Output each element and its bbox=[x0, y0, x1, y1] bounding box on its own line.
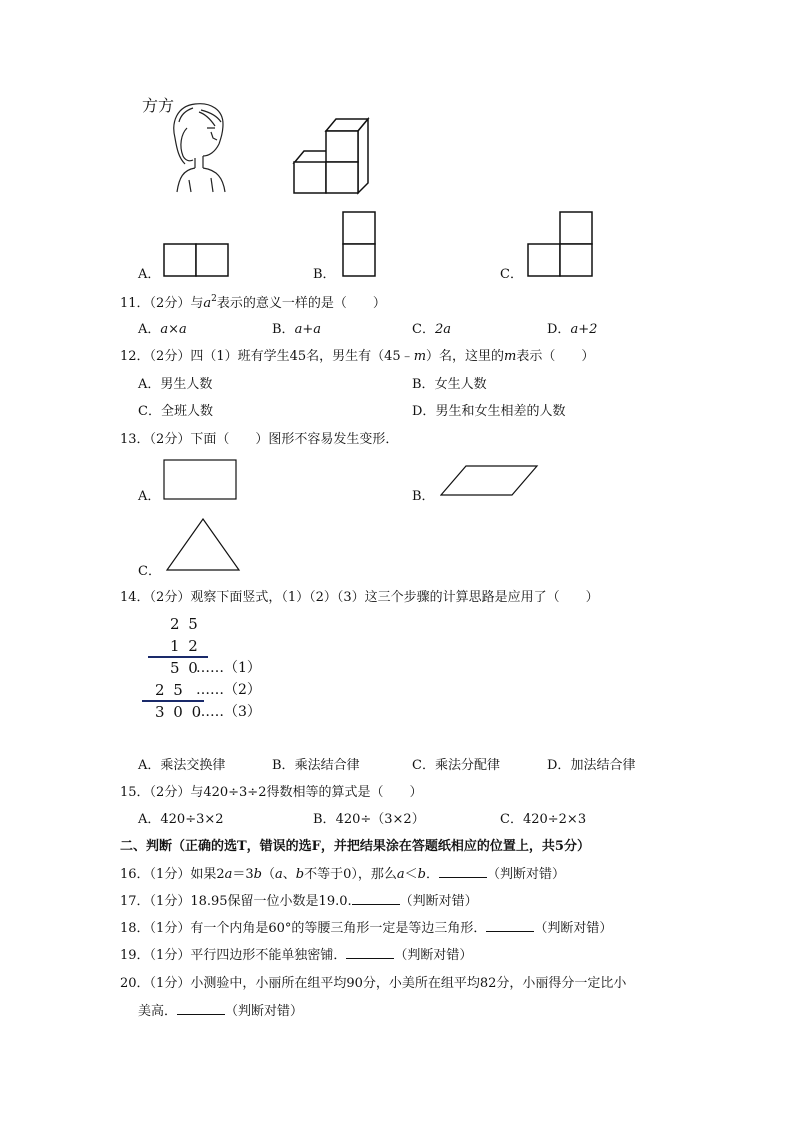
calc-result: 3 0 0 bbox=[155, 703, 204, 721]
q14-option-d: D．加法结合律 bbox=[547, 758, 636, 773]
q12-option-c: C．全班人数 bbox=[138, 404, 213, 419]
view-option-b-label: B． bbox=[313, 267, 336, 282]
section-2-title: 二、判断（正确的选T，错误的选F，并把结果涂在答题纸相应的位置上，共5分） bbox=[120, 839, 590, 854]
q15-option-b: B．420÷（3×2） bbox=[313, 812, 425, 827]
q14-option-c: C．乘法分配律 bbox=[412, 758, 500, 773]
question-13: 13．（2分）下面（ ）图形不容易发生变形． bbox=[120, 432, 399, 447]
question-19: 19．（1分）平行四边形不能单独密铺． （判断对错） bbox=[120, 948, 473, 963]
question-14: 14．（2分）观察下面竖式，（1）（2）（3）这三个步骤的计算思路是应用了（ ） bbox=[120, 590, 599, 605]
rectangle-shape bbox=[163, 459, 239, 501]
question-16: 16．（1分）如果2a＝3b（a、b不等于0），那么a＜b． （判断对错） bbox=[120, 867, 566, 882]
q13-option-b-label: B． bbox=[412, 489, 435, 504]
q12-option-d: D．男生和女生相差的人数 bbox=[412, 404, 566, 419]
q11-option-d: D．a+2 bbox=[547, 322, 598, 337]
question-17: 17．（1分）18.95保留一位小数是19.0. （判断对错） bbox=[120, 894, 478, 909]
q15-option-c: C．420÷2×3 bbox=[500, 812, 587, 827]
triangle-shape bbox=[165, 518, 241, 572]
q14-option-a: A．乘法交换律 bbox=[138, 758, 226, 773]
q12-option-b: B．女生人数 bbox=[412, 377, 487, 392]
q11-option-c: C．2a bbox=[412, 322, 451, 337]
question-11: 11．（2分）与$a^2$表示的意义一样的是（ ） bbox=[120, 294, 386, 311]
q11-option-a: A．a×a bbox=[138, 322, 187, 337]
view-option-a bbox=[163, 243, 231, 278]
calc-partial-2: 2 5 bbox=[155, 681, 185, 699]
q11-option-b: B．a+a bbox=[272, 322, 321, 337]
girl-drawing bbox=[165, 98, 235, 194]
q13-option-a-label: A． bbox=[138, 489, 161, 504]
answer-blank[interactable] bbox=[346, 948, 394, 959]
view-option-a-label: A． bbox=[138, 267, 161, 282]
calc-step-2: ……（2） bbox=[196, 682, 261, 698]
answer-blank[interactable] bbox=[177, 1004, 225, 1015]
q15-option-a: A．420÷3×2 bbox=[138, 812, 224, 827]
view-option-c-label: C． bbox=[500, 267, 523, 282]
person-label: 方方 bbox=[142, 96, 175, 115]
answer-blank[interactable] bbox=[486, 921, 534, 932]
question-15: 15．（2分）与420÷3÷2得数相等的算式是（ ） bbox=[120, 785, 423, 800]
question-20-cont: 美高． （判断对错） bbox=[138, 1004, 304, 1019]
answer-blank[interactable] bbox=[352, 894, 400, 905]
calc-multiplier: 1 2 bbox=[170, 637, 200, 655]
parallelogram-shape bbox=[440, 465, 540, 497]
calc-step-3: ……（3） bbox=[196, 704, 261, 720]
question-12: 12．（2分）四（1）班有学生45名，男生有（45﹣m）名，这里的m表示（ ） bbox=[120, 349, 595, 364]
question-20: 20．（1分）小测验中，小丽所在组平均90分，小美所在组平均82分，小丽得分一定比小 bbox=[120, 976, 627, 991]
calc-rule-2 bbox=[142, 700, 204, 702]
q14-option-b: B．乘法结合律 bbox=[272, 758, 360, 773]
q12-option-a: A．男生人数 bbox=[138, 377, 213, 392]
calc-step-1: ……（1） bbox=[196, 660, 261, 676]
q13-option-c-label: C． bbox=[138, 564, 161, 579]
view-option-c bbox=[527, 211, 595, 278]
calc-partial-1: 5 0 bbox=[170, 659, 200, 677]
cube-stack-figure bbox=[292, 117, 372, 197]
calc-rule-1 bbox=[148, 656, 208, 658]
answer-blank[interactable] bbox=[439, 867, 487, 878]
view-option-b bbox=[342, 211, 377, 278]
calc-multiplicand: 2 5 bbox=[170, 615, 200, 633]
question-18: 18．（1分）有一个内角是60°的等腰三角形一定是等边三角形． （判断对错） bbox=[120, 921, 613, 936]
